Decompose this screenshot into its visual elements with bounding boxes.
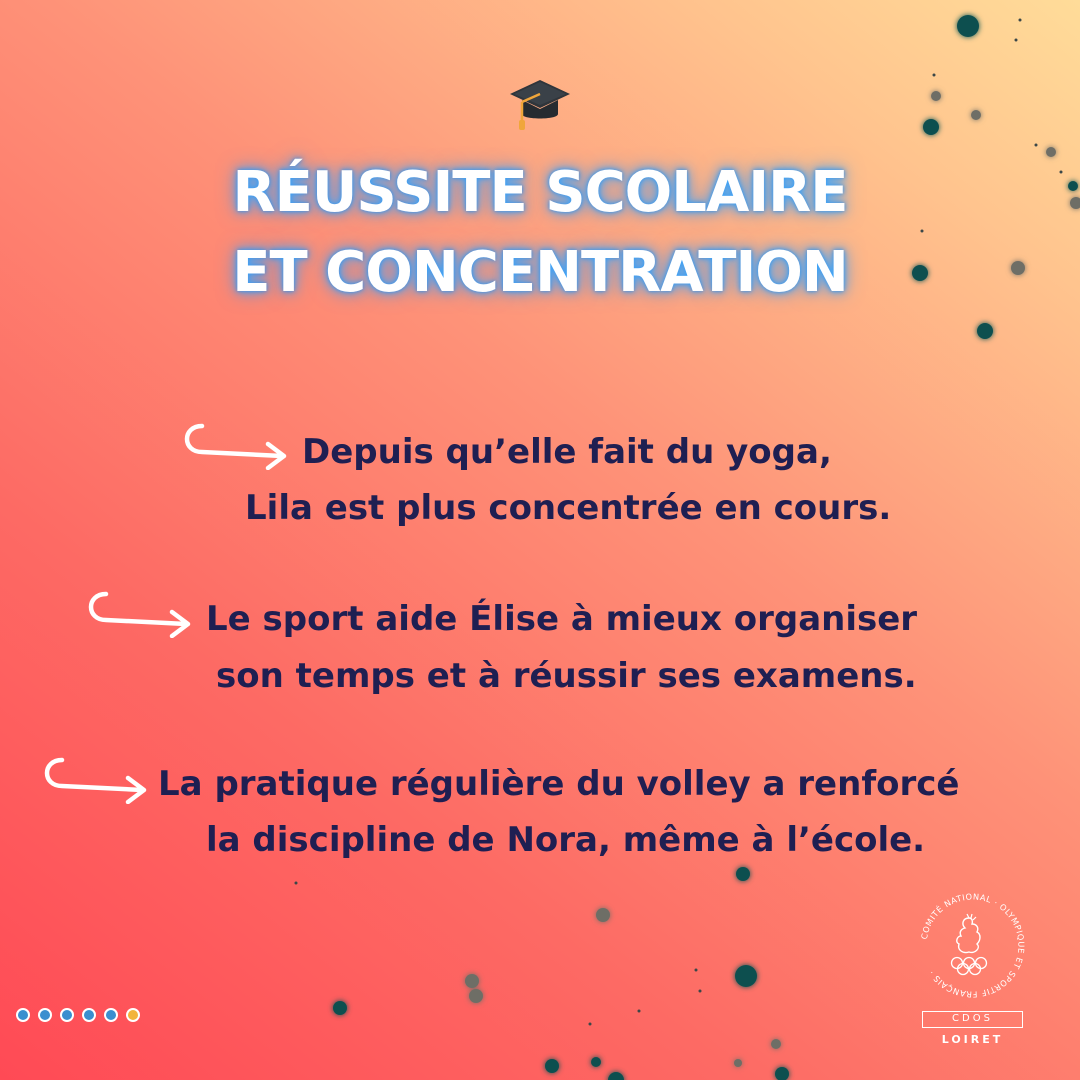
pagination-dot-5[interactable] bbox=[104, 1008, 118, 1022]
logo-cdos-label: CDOS bbox=[922, 1011, 1023, 1028]
testimonial-3-line-2: la discipline de Nora, même à l’école. bbox=[206, 820, 926, 860]
pagination-dot-4[interactable] bbox=[82, 1008, 96, 1022]
pagination-dot-2[interactable] bbox=[38, 1008, 52, 1022]
page-title-line-1: RÉUSSITE SCOLAIRE bbox=[232, 160, 848, 225]
cdos-loiret-logo bbox=[915, 888, 1030, 1053]
testimonial-1-line-2: Lila est plus concentrée en cours. bbox=[245, 488, 892, 528]
svg-text:COMITÉ NATIONAL · OLYMPIQUE ET: COMITÉ NATIONAL · OLYMPIQUE ET SPORTIF FRANÇAIS · bbox=[918, 891, 1027, 1000]
curved-arrow-right-icon bbox=[180, 420, 290, 470]
carousel-pagination bbox=[16, 1008, 140, 1022]
curved-arrow-right-icon bbox=[40, 754, 150, 804]
testimonial-3-line-1: La pratique régulière du volley a renforcé bbox=[158, 764, 960, 804]
testimonial-1-line-1: Depuis qu’elle fait du yoga, bbox=[302, 432, 832, 472]
testimonial-2-line-1: Le sport aide Élise à mieux organiser bbox=[206, 599, 918, 639]
pagination-dot-3[interactable] bbox=[60, 1008, 74, 1022]
logo-loiret-label: LOIRET bbox=[941, 1033, 1004, 1046]
pagination-dot-6-active[interactable] bbox=[126, 1008, 140, 1022]
graduation-cap-icon bbox=[508, 72, 572, 136]
page-title-line-2: ET CONCENTRATION bbox=[232, 240, 848, 305]
pagination-dot-1[interactable] bbox=[16, 1008, 30, 1022]
curved-arrow-right-icon bbox=[84, 588, 194, 638]
olympic-committee-seal-icon bbox=[915, 888, 1030, 1003]
testimonial-2-line-2: son temps et à réussir ses examens. bbox=[216, 656, 917, 696]
